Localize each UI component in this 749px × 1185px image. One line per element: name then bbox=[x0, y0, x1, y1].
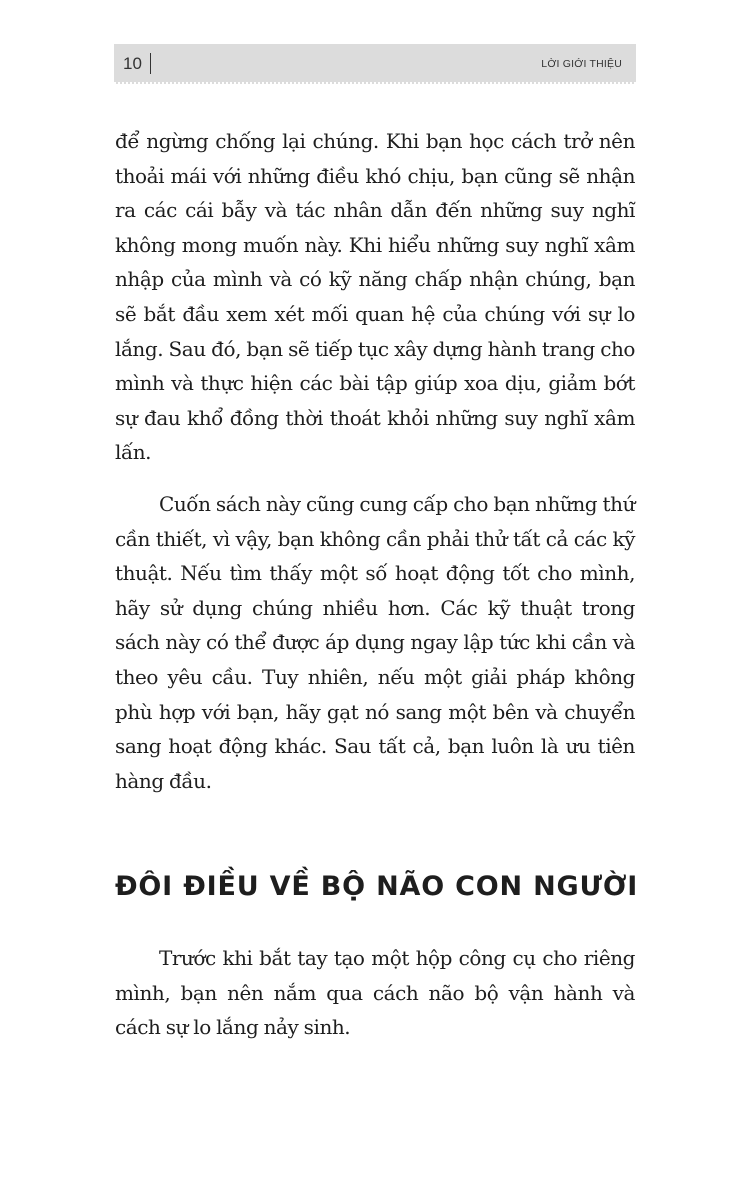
section-heading: ĐÔI ĐIỀU VỀ BỘ NÃO CON NGƯỜI bbox=[115, 871, 639, 902]
body-paragraph-1: để ngừng chống lại chúng. Khi bạn học cách trở nên thoải mái với những điều khó chịu, bạn cũng sẽ nhận ra các cái bẫy và tác nhân dẫn đến những suy nghĩ không mong muốn này. Khi hiểu những suy nghĩ xâm nhập của mình và có kỹ năng chấp nhận chúng, bạn sẽ bắt đầu xem xét mối quan hệ của chúng với sự lo lắng. Sau đó, bạn sẽ tiếp tục xây dựng hành trang cho mình và thực hiện các bài tập giúp xoa dịu, giảm bớt sự đau khổ đồng thời thoát khỏi những suy nghĩ xâm lấn. bbox=[115, 129, 635, 465]
page-number: 10 bbox=[123, 54, 142, 73]
body-paragraph-2: Cuốn sách này cũng cung cấp cho bạn những thứ cần thiết, vì vậy, bạn không cần phải thử tất cả các kỹ thuật. Nếu tìm thấy một số hoạt động tốt cho mình, hãy sử dụng chúng nhiều hơn. Các kỹ thuật trong sách này có thể được áp dụng ngay lập tức khi cần và theo yêu cầu. Tuy nhiên, nếu một giải pháp không phù hợp với bạn, hãy gạt nó sang một bên và chuyển sang hoạt động khác. Sau tất cả, bạn luôn là ưu tiên hàng đầu. bbox=[115, 492, 635, 793]
running-title: LỜI GIỚI THIỆU bbox=[541, 58, 622, 70]
running-header bbox=[114, 44, 636, 84]
body-paragraph-3: Trước khi bắt tay tạo một hộp công cụ cho riêng mình, bạn nên nắm qua cách não bộ vận hành và cách sự lo lắng nảy sinh. bbox=[115, 946, 635, 1040]
header-divider bbox=[150, 53, 151, 74]
